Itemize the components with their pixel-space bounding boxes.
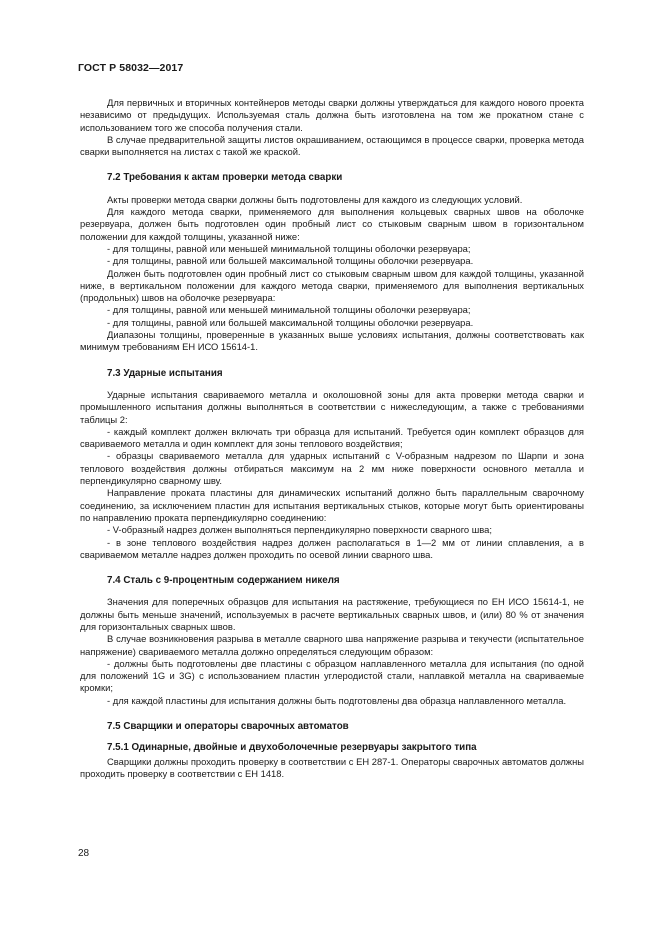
s73-list-item-2: - образцы свариваемого металла для ударных испытаний с V-образным надрезом по Шарпи и зона теплового воздействия должны отбираться максимум на 2 мм ниже поверхности основного металла и перпендикулярно сварному шву. xyxy=(80,450,584,487)
s72-paragraph-3: Должен быть подготовлен один пробный лист со стыковым сварным швом для каждой толщины, указанной ниже, в вертикальном положении для каждого метода сварки, применяемого для выполнения вертикальных (продольных) швов на оболочке резервуара: xyxy=(80,267,584,304)
s73-paragraph-1: Ударные испытания свариваемого металла и околошовной зоны для акта проверки метода сварки и промышленного испытания должны выполняться в соответствии с нижеследующим, а также с требованиями таблицы 2: xyxy=(80,388,584,425)
s72-paragraph-4: Диапазоны толщины, проверенные в указанных выше условиях испытания, должны соответствовать как минимум требованиям ЕН ИСО 15614-1. xyxy=(80,329,584,353)
s72-list-item-3: - для толщины, равной или меньшей минимальной толщины оболочки резервуара; xyxy=(107,304,471,316)
s73-list-item-3: - V-образный надрез должен выполняться перпендикулярно поверхности сварного шва; xyxy=(107,524,492,536)
document-body xyxy=(80,97,584,780)
section-7-5-title: 7.5 Сварщики и операторы сварочных автоматов xyxy=(107,721,349,733)
intro-paragraph-1: Для первичных и вторичных контейнеров методы сварки должны утверждаться для каждого нового проекта независимо от предыдущих. Используемая сталь должна быть изготовлена на том же прокатном стане с использованием того же способа получения стали. xyxy=(80,97,584,133)
section-7-3-title: 7.3 Ударные испытания xyxy=(107,367,223,379)
page-number: 28 xyxy=(78,848,90,859)
s75-paragraph-1: Сварщики должны проходить проверку в соответствии с ЕН 287-1. Операторы сварочных автоматов должны проходить проверку в соответствии с ЕН 1418. xyxy=(80,755,584,779)
s73-list-item-1: - каждый комплект должен включать три образца для испытаний. Требуется один комплект образцов для свариваемого металла и один комплект для зоны теплового воздействия; xyxy=(80,425,584,450)
s74-list-item-2: - для каждой пластины для испытания должны быть подготовлены два образца наплавленного металла. xyxy=(107,694,567,706)
s72-list-item-1: - для толщины, равной или меньшей минимальной толщины оболочки резервуара; xyxy=(107,242,471,254)
section-7-5-1-title: 7.5.1 Одинарные, двойные и двухоболочечные резервуары закрытого типа xyxy=(107,742,477,754)
section-7-4-title: 7.4 Сталь с 9-процентным содержанием никеля xyxy=(107,575,340,587)
s74-paragraph-2: В случае возникновения разрыва в металле сварного шва напряжение разрыва и текучести (испытательное напряжение) свариваемого металла должно определяться следующим образом: xyxy=(80,633,584,657)
s74-list-item-1: - должны быть подготовлены две пластины с образцом наплавленного металла для испытания (по одной для положений 1G и 3G) с использованием пластин углеродистой стали, наплавкой металла на свариваемые кромки; xyxy=(80,657,584,694)
document-header: ГОСТ Р 58032—2017 xyxy=(78,62,184,74)
s73-list-item-4: - в зоне теплового воздействия надрез должен располагаться в 1—2 мм от линии сплавления, а в свариваемом металле надрез должен проходить по осевой линии сварного шва. xyxy=(80,536,584,560)
section-7-2-title: 7.2 Требования к актам проверки метода сварки xyxy=(107,172,343,184)
s74-paragraph-1: Значения для поперечных образцов для испытания на растяжение, требующиеся по ЕН ИСО 15614-1, не должны быть меньше значений, используемых в расчете вертикальных сварных швов, и (или) 80 % от значения для горизонтальных сварных швов. xyxy=(80,596,584,632)
s72-paragraph-2: Для каждого метода сварки, применяемого для выполнения кольцевых сварных швов на оболочке резервуара, должен быть подготовлен один пробный лист со стыковым сварным швом в горизонтальном положении для каждой толщины, указанной ниже: xyxy=(80,206,584,242)
s72-list-item-4: - для толщины, равной или большей максимальной толщины оболочки резервуара. xyxy=(107,316,474,328)
s73-paragraph-2: Направление проката пластины для динамических испытаний должно быть параллельным сварочному соединению, за исключением пластин для испытания вертикальных стыков, которые могут быть ориентированы по направлению проката перпендикулярно соединению: xyxy=(80,487,584,523)
s72-list-item-2: - для толщины, равной или большей максимальной толщины оболочки резервуара. xyxy=(107,255,474,267)
s72-paragraph-1: Акты проверки метода сварки должны быть подготовлены для каждого из следующих условий. xyxy=(107,193,523,205)
intro-paragraph-2: В случае предварительной защиты листов окрашиванием, остающимся в процессе сварки, проверка метода сварки выполняется на листах с такой же краской. xyxy=(80,133,584,158)
